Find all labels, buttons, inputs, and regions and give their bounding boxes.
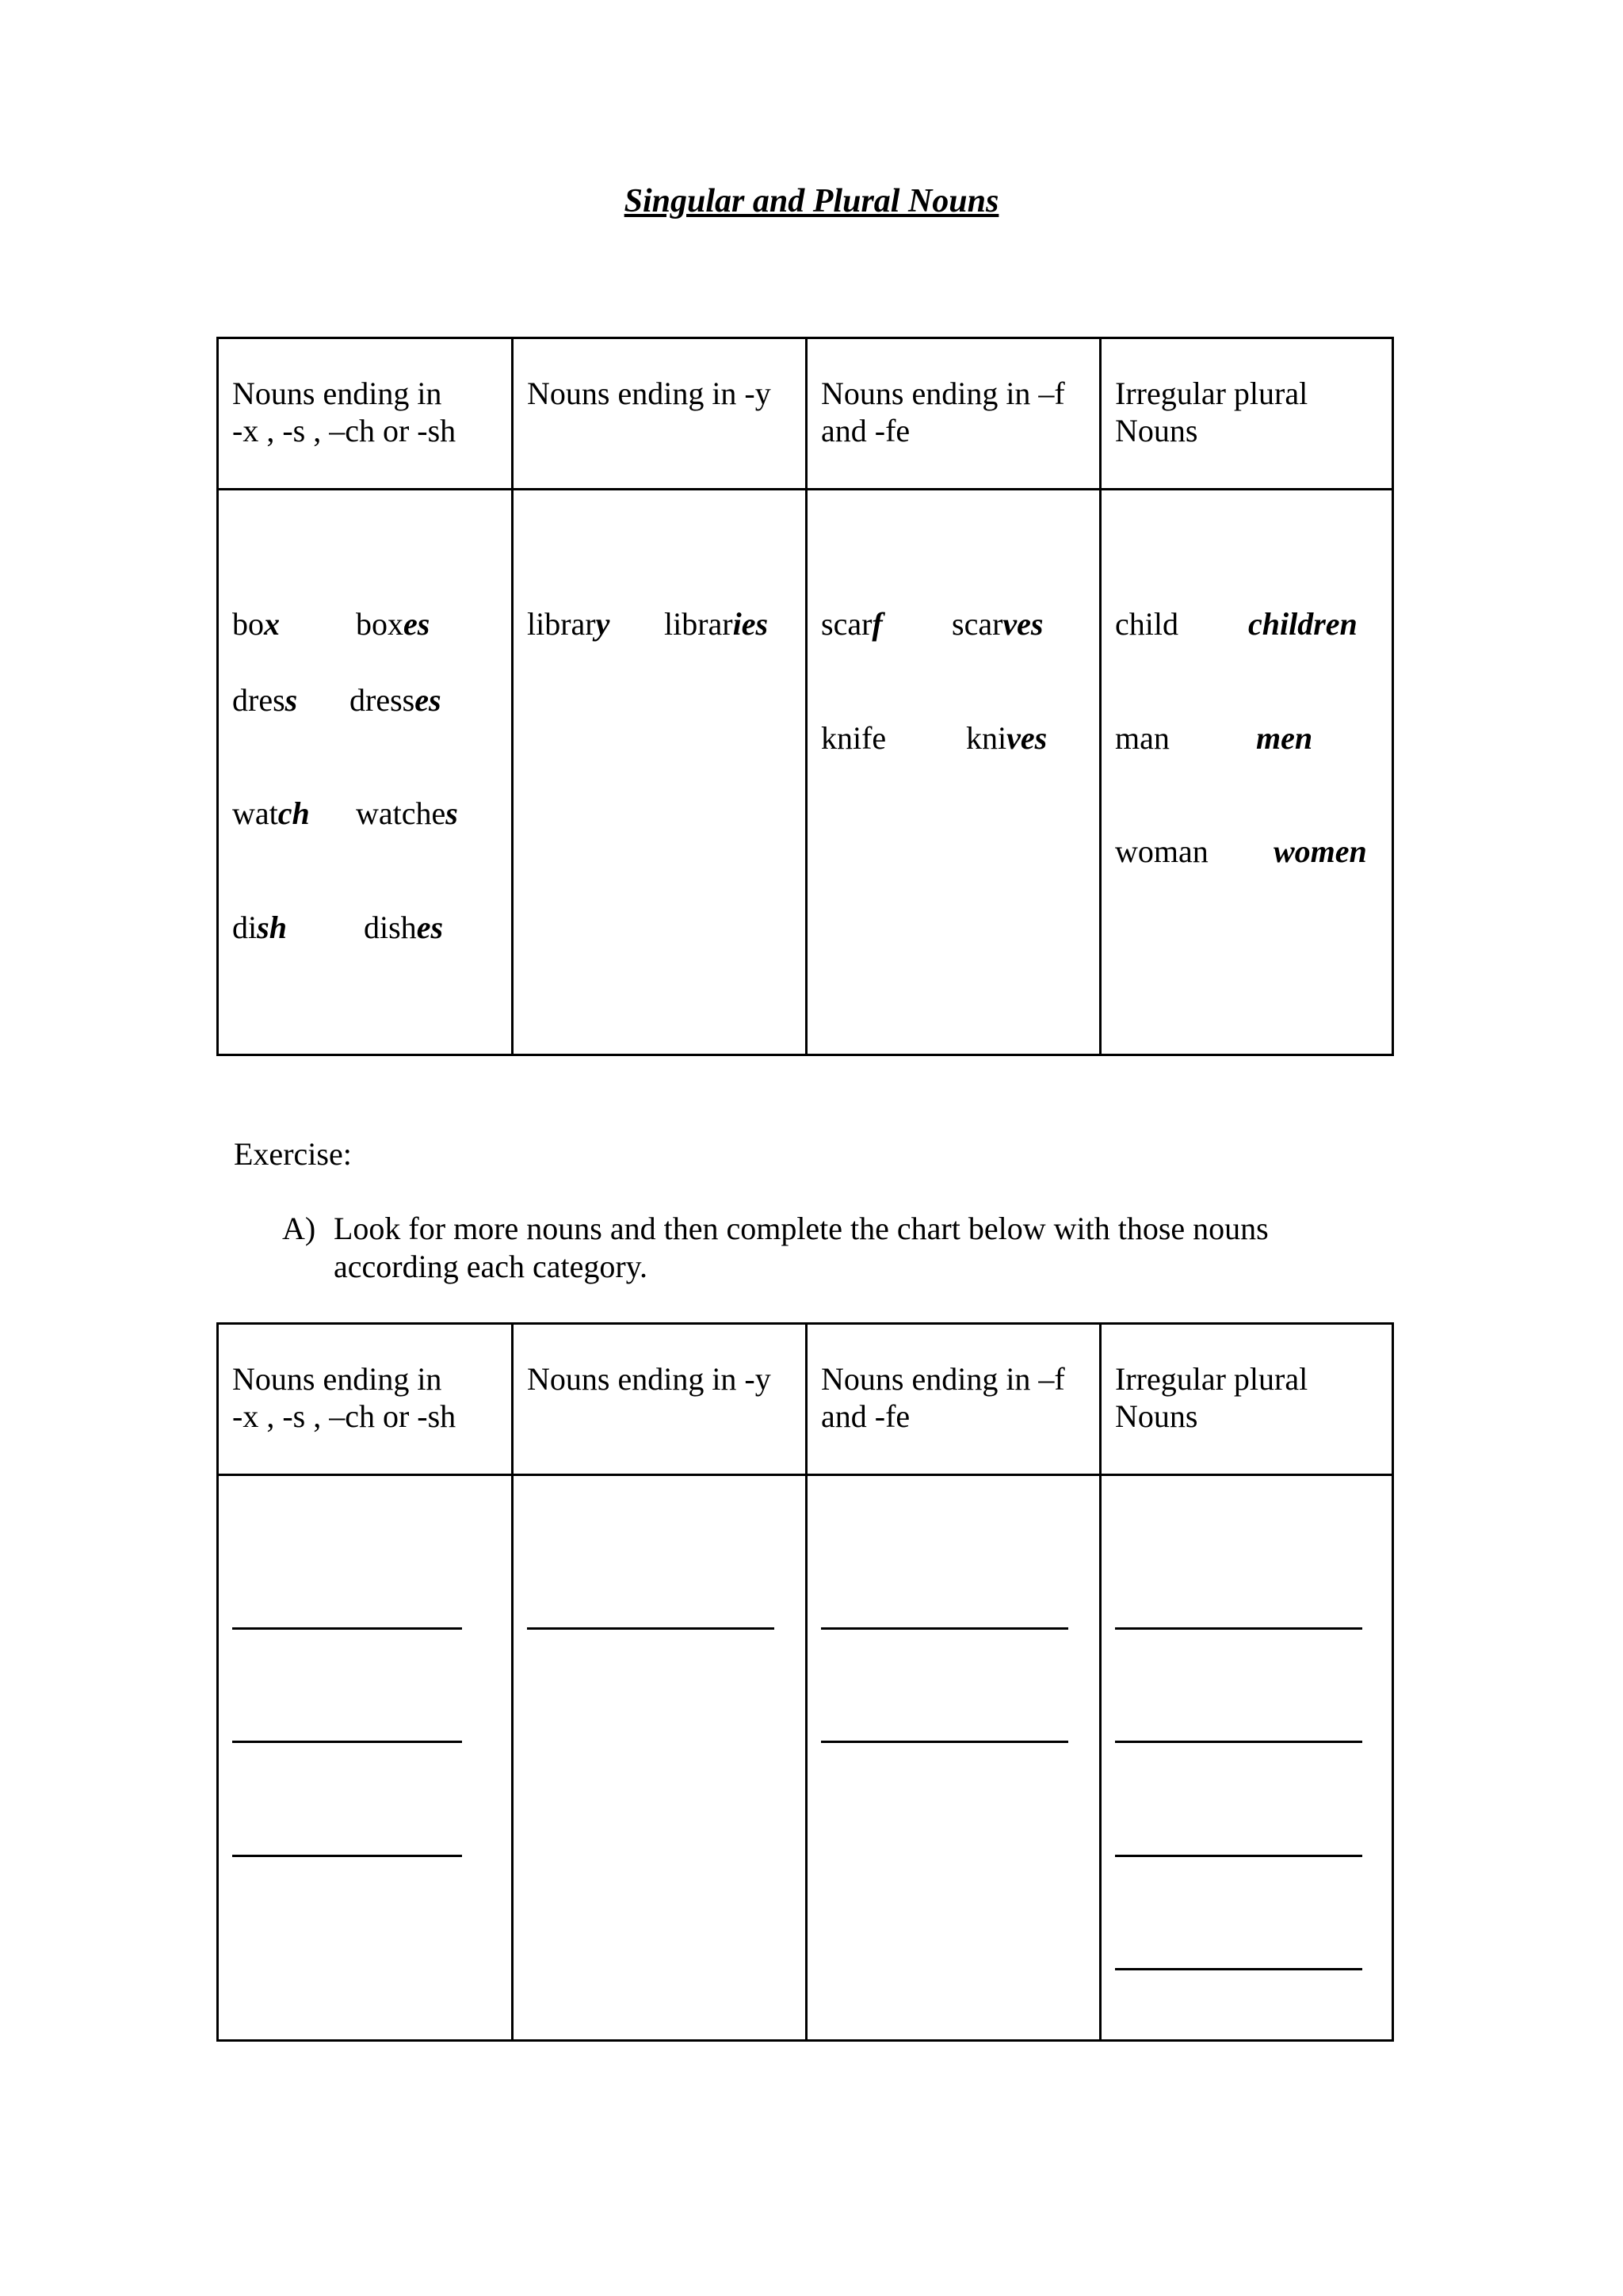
example-child — [216, 601, 1394, 648]
table-border-right — [1392, 1322, 1394, 2042]
answer-blank[interactable] — [232, 1855, 462, 1857]
exercise-table — [216, 1322, 1394, 2042]
answer-blank[interactable] — [1115, 1968, 1362, 1970]
page-title: Singular and Plural Nouns — [624, 183, 999, 219]
singular-word: library — [527, 606, 610, 642]
header-line: Nouns ending in — [232, 1361, 442, 1397]
item-letter: A) — [282, 1211, 316, 1246]
item-text: Look for more nouns and then complete the chart below with those nouns according each category. — [334, 1211, 1269, 1284]
singular-word: watch — [232, 795, 310, 831]
plural-word: children — [1248, 606, 1358, 642]
example-dish — [216, 904, 1394, 952]
answer-blank[interactable] — [821, 1627, 1068, 1630]
header-line: Nouns ending in –f — [821, 1361, 1065, 1397]
plural-word: boxes — [356, 606, 430, 642]
header-line: Irregular plural — [1115, 1361, 1308, 1397]
singular-word: woman — [1115, 833, 1209, 869]
exercise-heading: Exercise: — [234, 1136, 352, 1172]
plural-word: scarves — [952, 606, 1044, 642]
plural-word: men — [1256, 720, 1313, 756]
singular-word: scarf — [821, 606, 883, 642]
singular-word: box — [232, 606, 280, 642]
plural-word: knives — [966, 720, 1048, 756]
singular-word: dish — [232, 910, 287, 945]
plural-word: dishes — [364, 910, 444, 945]
column-divider — [1099, 1322, 1102, 2042]
example-man — [216, 715, 1394, 762]
answer-blank[interactable] — [232, 1627, 462, 1630]
header-x-s-ch-sh — [232, 375, 506, 449]
header-line: Nouns ending in -y — [527, 1361, 771, 1397]
header-line: -x , -s , –ch or -sh — [232, 1398, 456, 1434]
header-line: Nouns ending in — [232, 376, 442, 411]
example-woman — [216, 828, 1394, 875]
header-y — [527, 1360, 800, 1398]
column-divider — [805, 1322, 808, 2042]
column-divider — [511, 1322, 514, 2042]
answer-blank[interactable] — [527, 1627, 774, 1630]
header-line: Nouns ending in –f — [821, 376, 1065, 411]
plural-word: libraries — [664, 606, 769, 642]
header-line: -x , -s , –ch or -sh — [232, 413, 456, 448]
noun-examples-table — [216, 337, 1394, 1056]
header-x-s-ch-sh — [232, 1360, 506, 1435]
singular-word: child — [1115, 606, 1178, 642]
plural-word: dresses — [349, 682, 441, 718]
answer-blank[interactable] — [232, 1741, 462, 1743]
plural-word: women — [1274, 833, 1367, 869]
header-line: and -fe — [821, 1398, 911, 1434]
header-line: Nouns — [1115, 1398, 1198, 1434]
answer-blank[interactable] — [1115, 1741, 1362, 1743]
answer-blank[interactable] — [821, 1741, 1068, 1743]
answer-blank[interactable] — [1115, 1627, 1362, 1630]
header-line: Irregular plural — [1115, 376, 1308, 411]
singular-word: man — [1115, 720, 1170, 756]
header-line: Nouns — [1115, 413, 1198, 448]
answer-blank[interactable] — [1115, 1855, 1362, 1857]
header-y — [527, 375, 800, 412]
header-irregular — [1115, 375, 1388, 449]
singular-word: knife — [821, 720, 887, 756]
plural-word: watches — [356, 795, 458, 831]
header-f-fe — [821, 375, 1094, 449]
table-border-left — [216, 1322, 219, 2042]
header-f-fe — [821, 1360, 1094, 1435]
header-line: and -fe — [821, 413, 911, 448]
header-irregular — [1115, 1360, 1388, 1435]
header-line: Nouns ending in -y — [527, 376, 771, 411]
singular-word: dress — [232, 682, 298, 718]
